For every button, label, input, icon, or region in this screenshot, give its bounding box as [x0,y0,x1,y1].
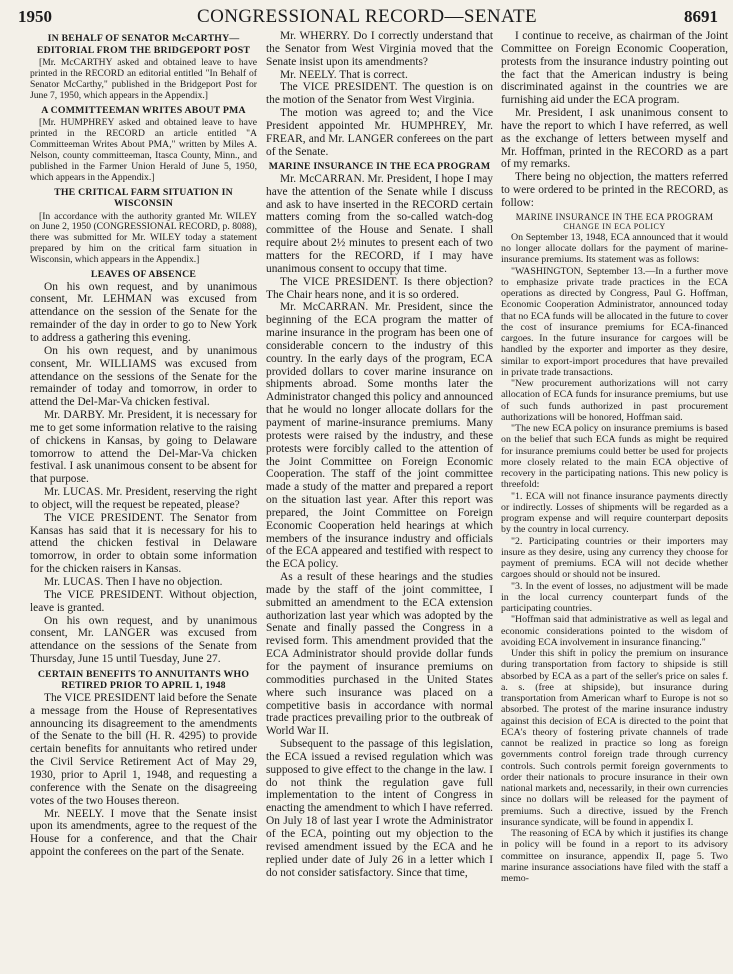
section-heading: IN BEHALF OF SENATOR McCARTHY—EDITORIAL FROM THE BRIDGEPORT POST [36,33,251,56]
paragraph: On his own request, and by unanimous consent, Mr. WILLIAMS was excused from attendance on the sessions of the Senate for the remainder of today and tomorrow, in order to attend the Del-Mar-Va chicken festival. [30,344,257,409]
page-header [14,5,720,29]
paragraph: There being no objection, the matters referred to were ordered to be printed in the RECORD, as follow: [501,171,728,209]
quoted-paragraph: On September 13, 1948, ECA announced that it would no longer allocate dollars for the payment of marine-insurance premiums. Its statement was as follows: [501,231,728,266]
paragraph: As a result of these hearings and the studies made by the staff of the joint committee, I submitted an amendment to the ECA extension authorization last year which was adopted by the Senate and finally passed the Congress in a revised form. This amendment provided that the ECA Administrator should provide dollar funds for the payment of insurance premiums on commodities purchased in the United States where such insurance was placed on a competitive basis in accordance with normal trade practices prevailing prior to the outbreak of World War II. [266,571,493,738]
quoted-paragraph: "New procurement authorizations will not carry allocation of ECA funds for insurance premiums, but use of such funds authorized in past procurement authorizations will be honored, Hoffman said. [501,378,728,423]
section-heading: LEAVES OF ABSENCE [90,269,197,281]
column-2 [266,30,493,970]
paragraph: Mr. WHERRY. Do I correctly understand that the Senator from West Virginia moved that the Senate insist upon its amendments? [266,30,493,68]
page-year: 1950 [18,7,52,26]
paragraph: I continue to receive, as chairman of the Joint Committee on Foreign Economic Cooperation, protests from the insurance industry pointing out the fact that the American industry is being discriminated against in the countries we are furnishing aid under the ECA program. [501,30,728,107]
paragraph: On his own request, and by unanimous consent, Mr. LEHMAN was excused from attendance on the session of the Senate for the remainder of the day in order to go to New York to address a gathering this evening. [30,280,257,344]
quoted-paragraph: The reasoning of ECA by which it justifies its change in policy will be found in a report to its advisory committee on insurance, appendix II, page 5. Two marine insurance associations have filed with the staff a memo- [501,828,728,885]
section-heading: CERTAIN BENEFITS TO ANNUITANTS WHO RETIRED PRIOR TO APRIL 1, 1948 [37,668,250,692]
paragraph: Subsequent to the passage of this legislation, the ECA issued a revised regulation which was supposed to give effect to the change in the law. I do not think the regulation gave full implementation to the intent of Congress in enacting the amendment to which I have referred. On July 18 of last year I wrote the Administrator of the ECA, pointing out my objection to the revised amendment issued by the ECA and he replied under date of July 26 in a letter which I do not consider satisfactory. Since that time, [266,738,493,879]
paragraph: Mr. President, I ask unanimous consent to have the report to which I have referred, as well as the exchange of letters between myself and Mr. Hoffman, printed in the RECORD as a part of my remarks. [501,107,728,171]
paragraph: Mr. LUCAS. Then I have no objection. [44,576,223,588]
paragraph: The VICE PRESIDENT. Is there objection? The Chair hears none, and it is so ordered. [266,275,493,301]
paragraph: Mr. LUCAS. Mr. President, reserving the right to object, will the request be repeated, please? [30,486,257,511]
section-heading: THE CRITICAL FARM SITUATION IN WISCONSIN [54,186,233,210]
editorial-note: [Mr. McCARTHY asked and obtained leave to have printed in the RECORD an editorial entitled "In Behalf of Senator McCarthy," published in the Bridgeport Post for June 7, 1950, which appears in the Appendix.] [30,57,257,101]
paragraph: The motion was agreed to; and the Vice President appointed Mr. HUMPHREY, Mr. FREAR, and Mr. LANGER conferees on the part of the Senate. [266,107,493,158]
paragraph: The VICE PRESIDENT. The question is on the motion of the Senator from West Virginia. [266,81,493,107]
page-number: 8691 [684,7,718,26]
quoted-paragraph: "Hoffman said that administrative as well as legal and economic considerations pointed to the wisdom of avoiding ECA involvement in insurance financing." [501,614,728,648]
editorial-note: [Mr. HUMPHREY asked and obtained leave to have printed in the RECORD an article entitled "A Committeeman Writes About PMA," written by Miles A. Nelson, county committeeman, Itasca County, Minn., and published in the Farmer Union Herald of June 5, 1950, which appears in the Appendix.] [30,117,257,183]
column-3 [501,30,728,970]
paragraph: Mr. DARBY. Mr. President, it is necessary for me to get some information relative to the raising of chickens in Kansas, by going to Delaware tomorrow to attend the Del-Mar-Va chicken festival. I ask unanimous consent to be absent for that purpose. [30,409,257,486]
paragraph: Mr. NEELY. I move that the Senate insist upon its amendments, agree to the request of the House for a conference, and that the Chair appoint the conferees on the part of the Senate. [30,807,257,859]
section-heading: MARINE INSURANCE IN THE ECA PROGRAM [268,161,491,173]
sub-subheading: CHANGE IN ECA POLICY [563,222,666,232]
quoted-paragraph: "1. ECA will not finance insurance payments directly or indirectly. Losses of shipments will be regarded as a program expense and will require counterpart deposits by the country in local currency. [501,490,728,536]
quoted-paragraph: "3. In the event of losses, no adjustment will be made in the local currency counterpart funds of the participating countries. [501,580,728,615]
quoted-paragraph: "2. Participating countries or their importers may insure as they desire, using any currency they choose for payment of premiums. ECA will not decide whether cargoes should or should not be insured. [501,535,728,581]
quoted-paragraph: "The new ECA policy on insurance premiums is based on the belief that such ECA funds as might be required for insurance premiums could better be used for projects more closely related to the main ECA objective of recovery in the participating nations. This new policy is threefold: [501,423,728,491]
page-title: CONGRESSIONAL RECORD—SENATE [197,6,537,27]
quoted-paragraph: Under this shift in policy the premium on insurance during transportation from factory to shipside is still absorbed by ECA as a part of the seller's price on sales f. a. s. (free at shipside), but insurance during transportation from American wharf to Europe is not so absorbed. The protest of the marine insurance industry against this decision of ECA is directed to the point that ECA's theory of fostering private channels of trade cannot be realized in practice so long as foreign governments control foreign trade through currency controls. Such controls permit foreign governments to order their nationals to procure insurance in their own national markets and, necessarily, in their own currencies since no dollars will be released for the payment of premiums. Such a directive, issued by the French insurance syndicate, will be found in appendix I. [501,648,728,828]
paragraph: On his own request, and by unanimous consent, Mr. LANGER was excused from attendance on the sessions of the Senate from Thursday, June 15 until Tuesday, June 27. [30,614,257,666]
paragraph: The VICE PRESIDENT. Without objection, leave is granted. [30,588,257,614]
paragraph: The VICE PRESIDENT. The Senator from Kansas has said that it is necessary for his to attend the chicken festival in Delaware tomorrow, in order to obtain some information for the chicken raisers in Kansas. [30,511,257,576]
section-heading: A COMMITTEEMAN WRITES ABOUT PMA [41,104,246,116]
subheading: MARINE INSURANCE IN THE ECA PROGRAM [515,211,714,222]
paragraph: Mr. NEELY. That is correct. [280,68,408,81]
column-1 [30,30,257,970]
editorial-note: [In accordance with the authority granted Mr. WILEY on June 2, 1950 (CONGRESSIONAL RECORD, p. 8088), there was submitted for Mr. WILEY today a statement prepared by him on the critical farm situation in Wisconsin, which appears in the Appendix.] [30,210,257,266]
quoted-paragraph: "WASHINGTON, September 13.—In a further move to emphasize private trade practices in the ECA operations as directed by Congress, Paul G. Hoffman, Economic Cooperation Administrator, announced today that no ECA funds will be allocated in the future to cover the cost of insurance premiums for ECA-financed cargoes. In the future insurance for cargoes will be handled by the exporter and importer as they desire, similar to export-import procedures that have prevailed in private trade transactions. [501,265,728,378]
paragraph: Mr. McCARRAN. Mr. President, I hope I may have the attention of the Senate while I discuss and ask to have inserted in the RECORD certain matters coming from the so-called watch-dog committee of the House and Senate. I shall require about 2½ minutes to present each of two matters for the RECORD, if I may have unanimous consent to occupy that time. [266,172,493,275]
paragraph: Mr. McCARRAN. Mr. President, since the beginning of the ECA program the matter of marine insurance in the program has been one of considerable concern to the industry of this country. In the early days of the program, ECA provided dollars to cover marine insurance on shipments abroad. Some months later the Administrator changed this policy and announced that he would no longer allocate dollars for the payment of marine-insurance premiums. Many protests were raised by the industry, and these protests were forcibly called to the attention of the Joint Committee on Foreign Economic Cooperation. The staff of the joint committee made a study of the matter and prepared a report on the situation last year. After this report was prepared, the Joint Committee on Foreign Economic Cooperation held hearings at which members of the insurance industry and officials of the ECA appeared and testified with respect to the ECA policy. [266,301,493,571]
paragraph: The VICE PRESIDENT laid before the Senate a message from the House of Representatives announcing its disagreement to the amendments of the Senate to the bill (H. R. 4295) to provide certain benefits for annuitants who retired under the Civil Service Retirement Act of May 29, 1930, prior to April 1, 1948, and requesting a conference with the Senate on the disagreeing votes of the two Houses thereon. [30,691,257,807]
